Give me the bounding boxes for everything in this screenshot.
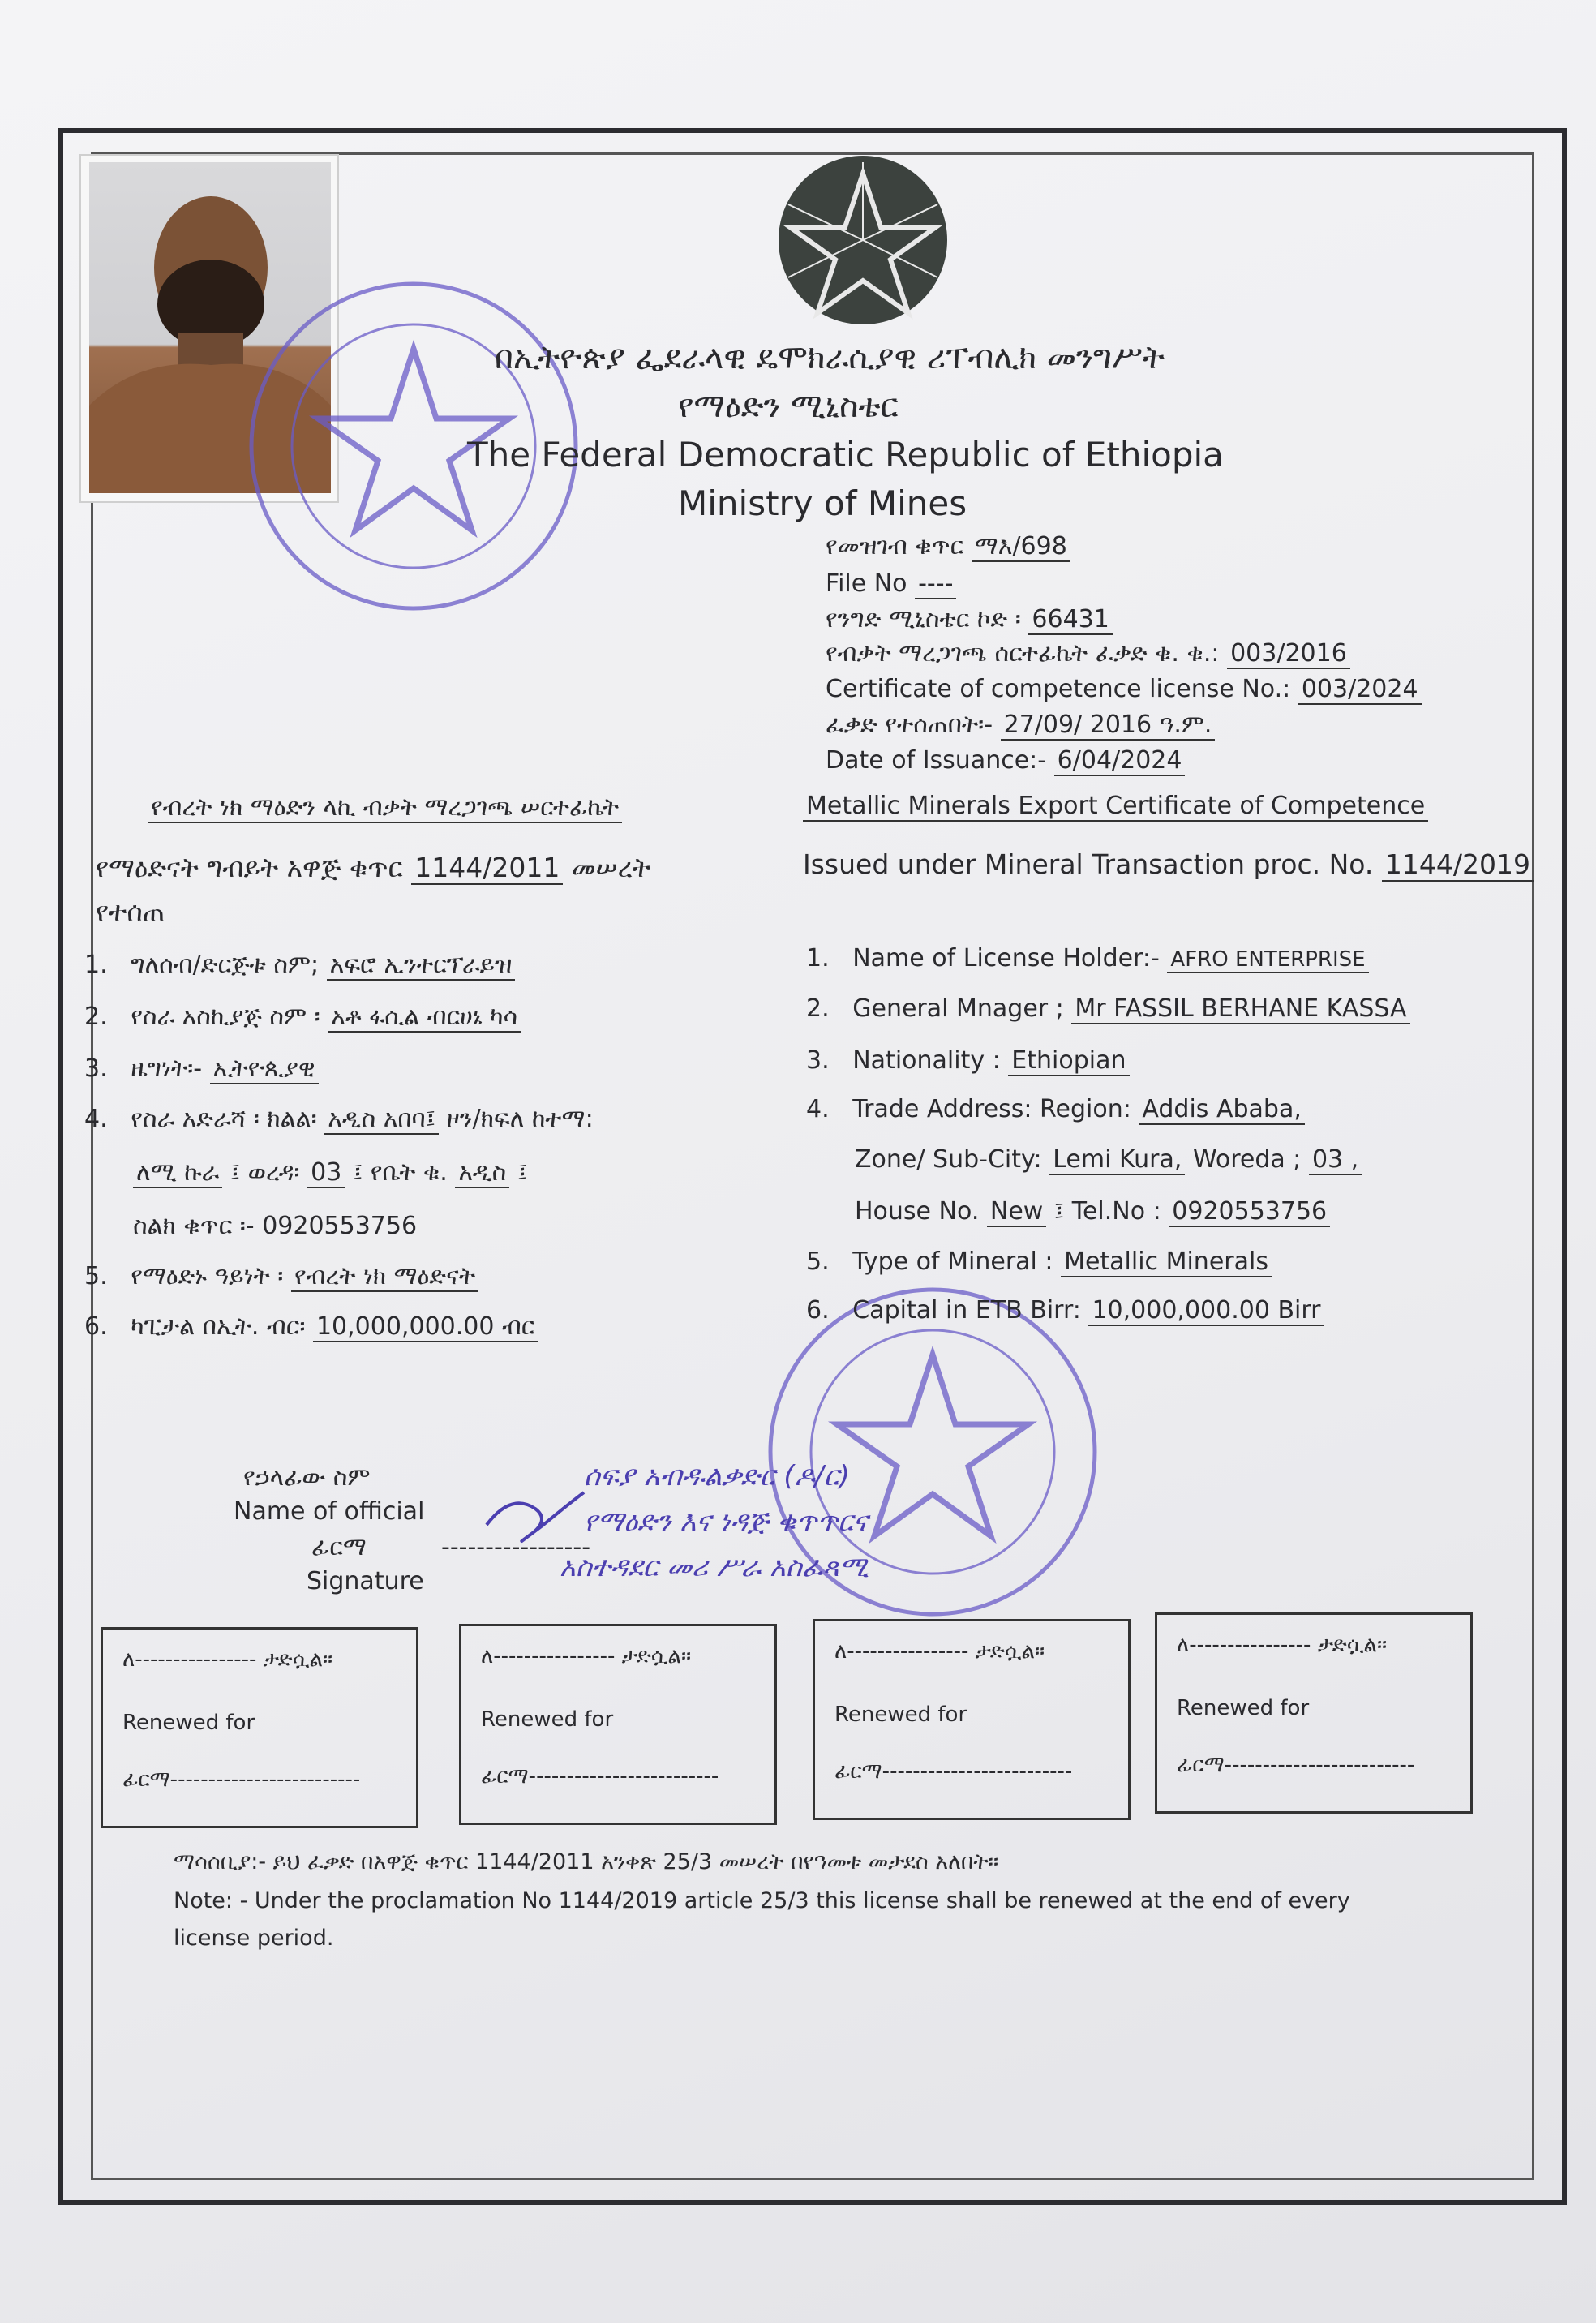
- header-ministry-en: Ministry of Mines: [678, 483, 967, 523]
- cert-no-en: Certificate of competence license No.: 003/2024: [826, 675, 1422, 704]
- trade-code: የንግድ ሚኒስቴር ኮድ ፡ 66431: [826, 605, 1113, 634]
- file-no: File No ----: [826, 569, 956, 599]
- renewal-box-1: ለ---------------- ታድሷል። Renewed for ፊርማ-------------------------: [101, 1627, 418, 1828]
- issue-date-am: ፈቃድ የተሰጠበት፡- 27/09/ 2016 ዓ.ም.: [826, 711, 1215, 740]
- note-en-1: Note: - Under the proclamation No 1144/2019 article 25/3 this license shall be renewed at the end of every: [174, 1888, 1350, 1913]
- national-emblem-icon: [779, 156, 947, 324]
- am-item-4: 4. የስራ አድራሻ ፡ ክልል፡ አዲስ አበባ፤ ዞን/ክፍለ ከተማ:: [84, 1105, 594, 1133]
- am-item-1: 1. ግለሰብ/ድርጅቱ ስም; አፍሮ ኢንተርፕራይዝ: [84, 951, 515, 980]
- heading-en: Metallic Minerals Export Certificate of Competence: [803, 792, 1428, 821]
- renewal-box-3: ለ---------------- ታድሷል። Renewed for ፊርማ-------------------------: [813, 1619, 1130, 1820]
- header-title-en: The Federal Democratic Republic of Ethiopia: [467, 435, 1224, 474]
- official-sig-en: Signature: [307, 1567, 424, 1595]
- handwritten-signature: [478, 1476, 592, 1561]
- en-item-6: 6. Capital in ETB Birr: 10,000,000.00 Birr: [806, 1296, 1324, 1325]
- reg-no: የመዝገብ ቁጥር ማእ/698: [826, 532, 1070, 561]
- issued-under-am-2: የተሰጠ: [96, 895, 165, 927]
- am-item-5: 5. የማዕድኑ ዓይነት ፡ የብረት ነክ ማዕድናት: [84, 1262, 478, 1291]
- issue-date-en: Date of Issuance:- 6/04/2024: [826, 746, 1185, 775]
- en-item-3: 3. Nationality : Ethiopian: [806, 1046, 1130, 1076]
- official-sig-am: ፊርማ: [311, 1533, 367, 1561]
- issued-under-en: Issued under Mineral Transaction proc. No. 1144/2019: [803, 848, 1534, 880]
- am-phone: ስልክ ቁጥር ፡- 0920553756: [133, 1212, 418, 1240]
- en-item-2: 2. General Mnager ; Mr FASSIL BERHANE KASSA: [806, 994, 1410, 1024]
- en-item-4: 4. Trade Address: Region: Addis Ababa,: [806, 1095, 1305, 1124]
- am-address-line2: ለሚ ኩራ ፤ ወረዳ፡ 03 ፤ የቤት ቁ. አዲስ ፤: [133, 1158, 527, 1187]
- am-item-3: 3. ዜግነት፡- ኢትዮጲያዊ: [84, 1054, 319, 1084]
- renewal-box-2: ለ---------------- ታድሷል። Renewed for ፊርማ-------------------------: [459, 1624, 777, 1825]
- header-title-am: በኢትዮጵያ ፌደራላዊ ዴሞክራሲያዊ ሪፐብሊክ መንግሥት: [495, 339, 1165, 376]
- heading-am: የብረት ነክ ማዕድን ላኪ ብቃት ማረጋገጫ ሠርተፊኬት: [148, 793, 622, 822]
- note-am: ማሳሰቢያ:- ይህ ፈቃድ በአዋጅ ቁጥር 1144/2011 አንቀጽ 25/3 መሠረት በየዓመቱ መታደስ አለበት።: [174, 1849, 999, 1874]
- en-zone-line: Zone/ Sub-City: Lemi Kura, Woreda ; 03 ,: [855, 1145, 1362, 1174]
- am-item-2: 2. የስራ አስኪያጅ ስም ፡ አቶ ፋሲል ብርሀኔ ካሳ: [84, 1003, 521, 1032]
- handwritten-line-3: አስተዳደር መሪ ሥራ አስፈጻሚ: [560, 1551, 869, 1583]
- am-item-6: 6. ካፒታል በኢት. ብር፡ 10,000,000.00 ብር: [84, 1312, 538, 1342]
- renewal-box-4: ለ---------------- ታድሷል። Renewed for ፊርማ-------------------------: [1155, 1612, 1473, 1814]
- en-item-1: 1. Name of License Holder:- AFRO ENTERPRISE: [806, 944, 1369, 973]
- handwritten-line-2: የማዕድን እና ነዳጅ ቁጥጥርና: [584, 1505, 869, 1538]
- cert-no-am: የብቃት ማረጋገጫ ሰርተፊኬት ፈቃድ ቁ. ቁ.: 003/2016: [826, 639, 1350, 668]
- header-ministry-am: የማዕድን ሚኒስቴር: [678, 388, 899, 425]
- official-name-am: የኃላፊው ስም: [243, 1463, 371, 1492]
- note-en-2: license period.: [174, 1926, 334, 1951]
- issued-under-am: የማዕድናት ግብይት አዋጅ ቁጥር 1144/2011 መሠረት: [96, 852, 651, 883]
- official-name-en: Name of official: [234, 1497, 425, 1526]
- handwritten-line-1: ሰፍያ አብዱልቃድር (ዶ/ር): [584, 1460, 850, 1492]
- en-house-line: House No. New ፤ Tel.No : 0920553756: [855, 1197, 1330, 1226]
- signature-dashes: -----------------: [441, 1533, 591, 1561]
- en-item-5: 5. Type of Mineral : Metallic Minerals: [806, 1247, 1272, 1277]
